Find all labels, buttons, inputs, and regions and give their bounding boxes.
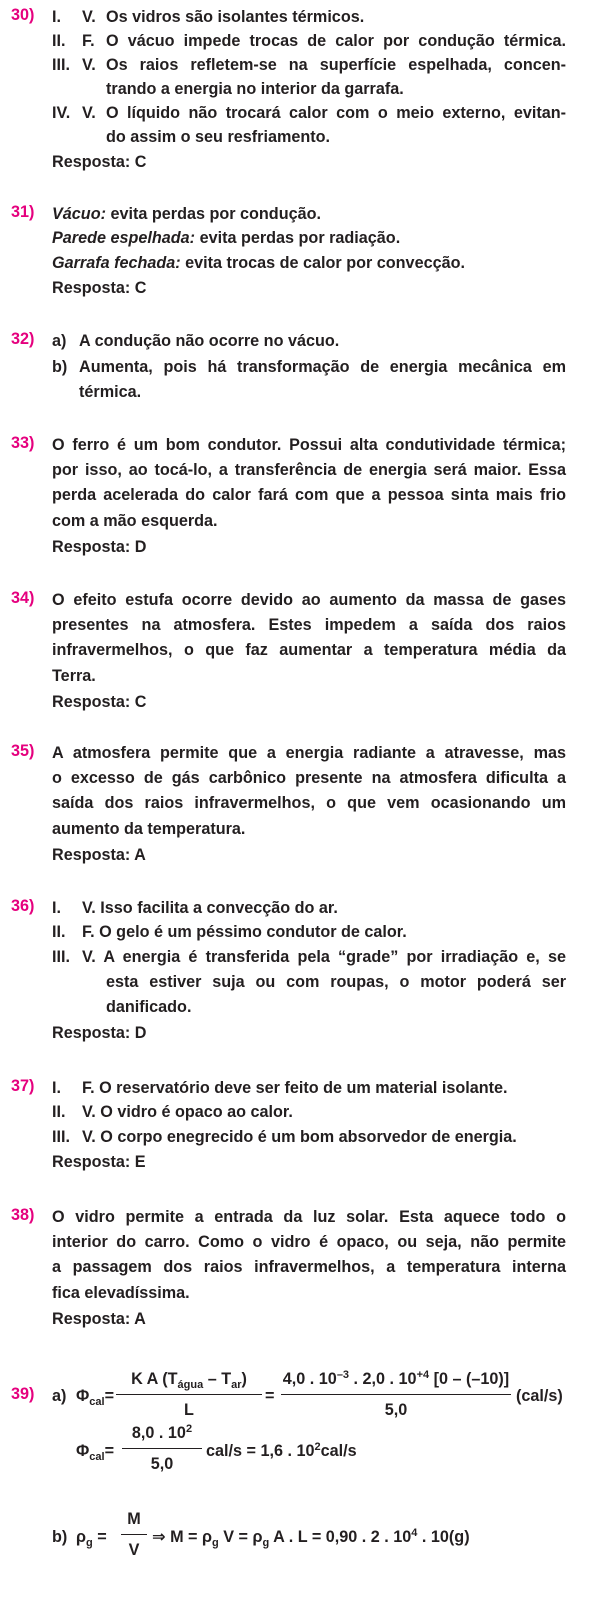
answer-letter: A <box>134 1310 146 1328</box>
roman-numeral: I. <box>52 8 61 26</box>
answer-line <box>52 1022 146 1044</box>
item-text-a: A condução não ocorre no vácuo. <box>79 332 340 350</box>
paragraph-line: O vidro permite a entrada da luz solar. Esta aquece todo o <box>52 1208 566 1226</box>
density-symbol: $\rho_g$ = <box>76 1528 107 1549</box>
answer-label: Resposta: <box>52 153 131 171</box>
term: Garrafa fechada: <box>52 254 181 272</box>
item-text-continued: esta estiver suja ou com roupas, o motor poderá ser <box>106 973 566 991</box>
paragraph-line: aumento da temperatura. <box>52 820 246 838</box>
item-text-b-continued: térmica. <box>79 383 142 401</box>
fraction-bar <box>122 1448 202 1449</box>
answer-letter: D <box>134 1024 147 1042</box>
paragraph-line: por isso, ao tocá-lo, a transferência de energia será maior. Essa <box>52 461 566 479</box>
question-number: 33) <box>11 434 35 452</box>
question-number: 30) <box>11 6 35 24</box>
item-text: Os vidros são isolantes térmicos. <box>106 8 365 26</box>
item-label-b: b) <box>52 1528 68 1546</box>
answer-letter: C <box>134 279 147 297</box>
answer-label: Resposta: <box>52 279 131 297</box>
question-number: 34) <box>11 589 35 607</box>
line-mirrored-wall <box>52 227 400 249</box>
paragraph-line: fica elevadíssima. <box>52 1284 190 1302</box>
description: evita perdas por radiação. <box>199 229 401 247</box>
item-text: O líquido não trocará calor com o meio externo, evitan- <box>106 104 566 122</box>
line-vacuum <box>52 203 321 225</box>
paragraph-line: O ferro é um bom condutor. Possui alta condutividade térmica; <box>52 436 566 454</box>
answer-label: Resposta: <box>52 538 131 556</box>
item-text: F. O gelo é um péssimo condutor de calor. <box>82 923 407 941</box>
answer-line <box>52 151 146 173</box>
fraction-denominator: L <box>184 1401 194 1419</box>
heat-flux-symbol: $\Phi_{cal}=$ <box>76 1442 115 1463</box>
answer-label: Resposta: <box>52 1310 131 1328</box>
fraction-numerator: 4,0 . $10^{-3}$ . 2,0 . $10^{+4}$ [0 – (–10)] <box>282 1369 510 1388</box>
line-closed-bottle <box>52 252 465 274</box>
fraction-denominator: 5,0 <box>384 1401 408 1419</box>
item-text: V. A energia é transferida pela “grade” por irradiação e, se <box>82 948 566 966</box>
paragraph-line: a passagem dos raios infravermelhos, a temperatura interna <box>52 1258 566 1276</box>
item-text: F. O reservatório deve ser feito de um material isolante. <box>82 1079 508 1097</box>
answer-letter: A <box>134 846 146 864</box>
true-false-mark: F. <box>82 32 95 50</box>
question-number: 36) <box>11 897 35 915</box>
question-number: 38) <box>11 1206 35 1224</box>
term: Parede espelhada: <box>52 229 196 247</box>
question-number: 35) <box>11 742 35 760</box>
mass-derivation: ⇒ $M = \rho_g$ $V = \rho_g$ A . L = 0,90 . 2 . $10^4$ . 10(g) <box>152 1527 470 1549</box>
paragraph-line: com a mão esquerda. <box>52 512 218 530</box>
item-text: V. Isso facilita a convecção do ar. <box>82 899 338 917</box>
paragraph-line: Terra. <box>52 667 96 685</box>
unit: (cal/s) <box>516 1387 563 1405</box>
answer-line <box>52 536 146 558</box>
item-text: Os raios refletem-se na superfície espelhada, concen- <box>106 56 566 74</box>
answer-label: Resposta: <box>52 1153 131 1171</box>
roman-numeral: II. <box>52 1103 66 1121</box>
equals-sign: = <box>265 1387 275 1405</box>
answer-label: Resposta: <box>52 1024 131 1042</box>
question-number: 39) <box>11 1385 35 1403</box>
item-text-continued: do assim o seu resfriamento. <box>106 128 331 146</box>
answer-line <box>52 1308 146 1330</box>
answer-label: Resposta: <box>52 693 131 711</box>
answer-line <box>52 277 146 299</box>
description: evita trocas de calor por convecção. <box>185 254 465 272</box>
paragraph-line: O efeito estufa ocorre devido ao aumento da massa de gases <box>52 591 566 609</box>
item-text-b: Aumenta, pois há transformação de energia mecânica em <box>79 358 566 376</box>
answer-letter: D <box>134 538 147 556</box>
answer-line <box>52 691 146 713</box>
fraction-denominator: V <box>128 1541 140 1559</box>
fraction-numerator: K A $(T_{água} - T_{ar})$ <box>131 1370 247 1391</box>
paragraph-line: presentes na atmosfera. Estes impedem a saída dos raios <box>52 616 566 634</box>
answer-letter: E <box>134 1153 146 1171</box>
item-label-a: a) <box>52 332 67 350</box>
item-text-continued: danificado. <box>106 998 192 1016</box>
question-number: 32) <box>11 330 35 348</box>
answer-letter: C <box>134 693 147 711</box>
roman-numeral: II. <box>52 923 66 941</box>
fraction-numerator: 8,0 . $10^2$ <box>131 1423 193 1442</box>
answer-line <box>52 844 146 866</box>
question-number: 31) <box>11 203 35 221</box>
description: evita perdas por condução. <box>110 205 321 223</box>
item-label-b: b) <box>52 358 68 376</box>
answer-line <box>52 1151 146 1173</box>
paragraph-line: interior do carro. Como o vidro é opaco, ou seja, não permite <box>52 1233 566 1251</box>
true-false-mark: V. <box>82 56 96 74</box>
fraction-denominator: 5,0 <box>150 1455 174 1473</box>
item-text: O vácuo impede trocas de calor por condução térmica. <box>106 32 566 50</box>
true-false-mark: V. <box>82 104 96 122</box>
term: Vácuo: <box>52 205 106 223</box>
roman-numeral: III. <box>52 948 70 966</box>
paragraph-line: saída dos raios infravermelhos, o que vem ocasionando um <box>52 794 566 812</box>
question-number: 37) <box>11 1077 35 1095</box>
implies-arrow-icon: ⇒ <box>152 1528 166 1546</box>
item-text-continued: trando a energia no interior da garrafa. <box>106 80 404 98</box>
roman-numeral: I. <box>52 899 61 917</box>
item-label-a: a) <box>52 1387 67 1405</box>
paragraph-line: infravermelhos, o que faz aumentar a temperatura média da <box>52 641 566 659</box>
fraction-bar <box>281 1394 511 1395</box>
roman-numeral: I. <box>52 1079 61 1097</box>
item-text: V. O corpo enegrecido é um bom absorvedor de energia. <box>82 1128 517 1146</box>
fraction-bar <box>116 1394 262 1395</box>
true-false-mark: V. <box>82 8 96 26</box>
roman-numeral: IV. <box>52 104 71 122</box>
roman-numeral: II. <box>52 32 66 50</box>
paragraph-line: A atmosfera permite que a energia radiante a atravesse, mas <box>52 744 566 762</box>
answer-letter: C <box>134 153 147 171</box>
item-text: V. O vidro é opaco ao calor. <box>82 1103 293 1121</box>
result-text: cal/s = 1,6 . $10^2cal/s$ <box>206 1441 357 1460</box>
fraction-numerator: M <box>127 1510 141 1528</box>
fraction-bar <box>121 1534 147 1535</box>
paragraph-line: o excesso de gás carbônico presente na atmosfera dificulta a <box>52 769 566 787</box>
question-39 <box>0 1363 589 1600</box>
heat-flux-symbol: $\Phi_{cal}=$ <box>76 1387 115 1408</box>
paragraph-line: perda acelerada do calor fará com que a pessoa sinta mais frio <box>52 486 566 504</box>
answer-label: Resposta: <box>52 846 131 864</box>
roman-numeral: III. <box>52 56 70 74</box>
roman-numeral: III. <box>52 1128 70 1146</box>
